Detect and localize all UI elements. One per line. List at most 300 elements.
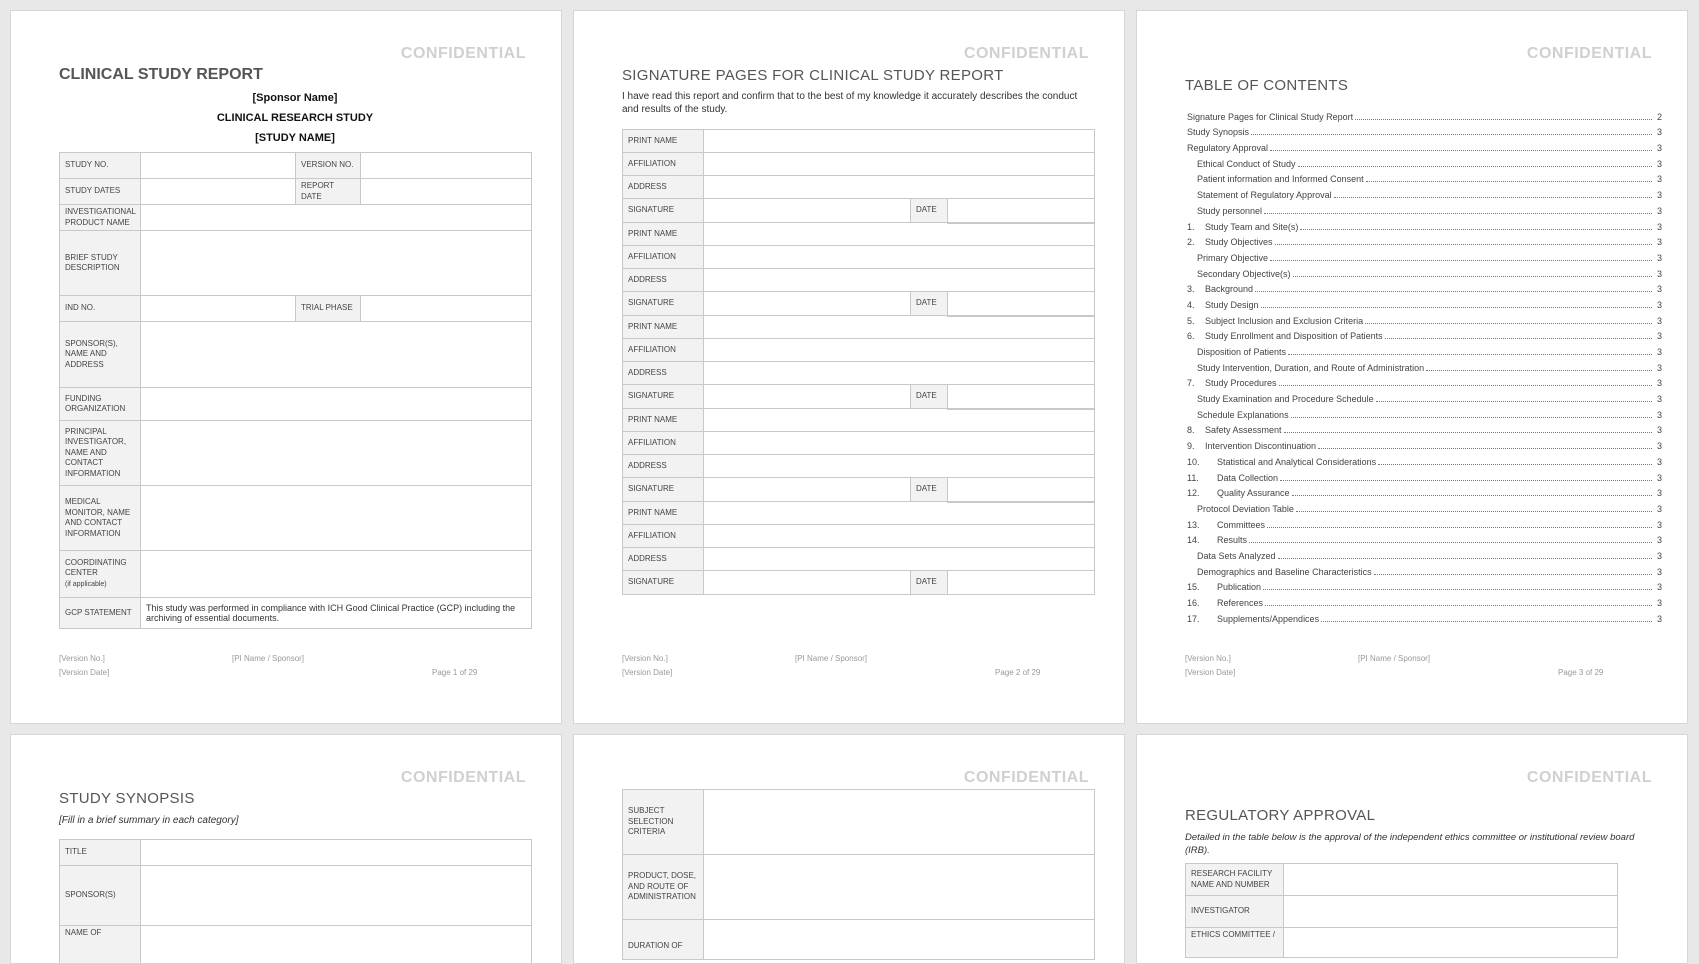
signature-row <box>623 292 1095 316</box>
label-trial-phase: TRIAL PHASE <box>296 296 361 322</box>
field-print-name[interactable] <box>704 130 1095 153</box>
toc-entry-label: Demographics and Baseline Characteristics <box>1197 567 1372 577</box>
toc-leader-dots <box>1378 464 1652 465</box>
toc-entry[interactable] <box>1187 357 1662 373</box>
toc-entry-label: Disposition of Patients <box>1197 347 1286 357</box>
field-date[interactable] <box>948 478 1095 502</box>
label-affiliation: AFFILIATION <box>623 246 704 269</box>
label-product-dose: PRODUCT, DOSE, AND ROUTE OF ADMINISTRATION <box>623 855 704 920</box>
signature-row <box>623 176 1095 199</box>
toc-entry[interactable] <box>1187 592 1662 608</box>
toc-entry-page: 3 <box>1654 614 1662 624</box>
page-title: CLINICAL STUDY REPORT <box>59 66 263 84</box>
toc-entry[interactable] <box>1187 483 1662 499</box>
field-address[interactable] <box>704 455 1095 478</box>
toc-leader-dots <box>1366 181 1652 182</box>
label-subject-selection: SUBJECT SELECTION CRITERIA <box>623 790 704 855</box>
toc-entry[interactable] <box>1187 577 1662 593</box>
field-trial-phase[interactable] <box>361 296 532 322</box>
toc-entry-page: 3 <box>1654 206 1662 216</box>
toc-entry-page: 3 <box>1654 222 1662 232</box>
field-signature[interactable] <box>704 199 911 223</box>
field-address[interactable] <box>704 362 1095 385</box>
label-study-dates: STUDY DATES <box>60 179 141 205</box>
signature-row <box>623 316 1095 339</box>
toc-entry-label: Supplements/Appendices <box>1217 614 1319 624</box>
signature-row <box>623 246 1095 269</box>
toc-entry[interactable] <box>1187 247 1662 263</box>
toc-entry-label: Signature Pages for Clinical Study Report <box>1187 112 1353 122</box>
label-signature: SIGNATURE <box>623 385 704 409</box>
coordinating-center-text: COORDINATING CENTER <box>65 558 127 578</box>
field-date[interactable] <box>948 385 1095 409</box>
toc-entry-page: 3 <box>1654 394 1662 404</box>
toc-entry-page: 3 <box>1654 347 1662 357</box>
toc-entry-page: 3 <box>1654 316 1662 326</box>
field-print-name[interactable] <box>704 316 1095 339</box>
toc-entry-page: 3 <box>1654 253 1662 263</box>
label-date: DATE <box>911 385 948 409</box>
page-6 <box>1136 734 1688 964</box>
label-affiliation: AFFILIATION <box>623 525 704 548</box>
field-date[interactable] <box>948 199 1095 223</box>
toc-entry-label: Intervention Discontinuation <box>1205 441 1316 451</box>
field-signature[interactable] <box>704 571 911 595</box>
signature-row <box>623 525 1095 548</box>
toc-leader-dots <box>1249 542 1652 543</box>
toc-entry-label: Data Sets Analyzed <box>1197 551 1276 561</box>
label-title: TITLE <box>60 840 141 866</box>
toc-entry-number: 13. <box>1187 520 1217 530</box>
signature-row <box>623 362 1095 385</box>
footer-version-no: [Version No.] <box>622 654 668 663</box>
toc-leader-dots <box>1296 511 1652 512</box>
toc-entry-number: 2. <box>1187 237 1205 247</box>
toc-entry-page: 3 <box>1654 378 1662 388</box>
field-medical-monitor[interactable] <box>141 486 532 551</box>
toc-entry-label: Ethical Conduct of Study <box>1197 159 1296 169</box>
field-funding[interactable] <box>141 388 532 421</box>
toc-entry[interactable] <box>1187 200 1662 216</box>
label-address: ADDRESS <box>623 548 704 571</box>
toc-entry[interactable] <box>1187 169 1662 185</box>
signature-intro: I have read this report and confirm that to the best of my knowledge it accurately describes the conduct and results of the study. <box>622 90 1094 116</box>
toc-leader-dots <box>1255 291 1652 292</box>
toc-leader-dots <box>1279 385 1652 386</box>
toc-entry[interactable] <box>1187 561 1662 577</box>
page-2 <box>573 10 1125 724</box>
gcp-statement-text: This study was performed in compliance with ICH Good Clinical Practice (GCP) including the archiving of essential documents. <box>141 598 532 629</box>
field-study-dates[interactable] <box>141 179 296 205</box>
table-of-contents <box>1187 106 1662 624</box>
toc-entry-page: 3 <box>1654 143 1662 153</box>
toc-leader-dots <box>1321 621 1652 622</box>
toc-leader-dots <box>1365 323 1652 324</box>
toc-entry[interactable] <box>1187 545 1662 561</box>
toc-leader-dots <box>1270 150 1652 151</box>
toc-leader-dots <box>1261 307 1652 308</box>
signature-row <box>623 385 1095 409</box>
page-4 <box>10 734 562 964</box>
page-title: REGULATORY APPROVAL <box>1185 807 1375 824</box>
toc-entry-label: Data Collection <box>1217 473 1278 483</box>
footer-version-no: [Version No.] <box>59 654 105 663</box>
field-product-dose[interactable] <box>704 855 1095 920</box>
signature-row <box>623 153 1095 176</box>
signature-row <box>623 199 1095 223</box>
field-signature[interactable] <box>704 292 911 316</box>
toc-entry[interactable] <box>1187 498 1662 514</box>
toc-entry[interactable] <box>1187 530 1662 546</box>
toc-leader-dots <box>1288 354 1652 355</box>
label-signature: SIGNATURE <box>623 292 704 316</box>
footer-pi-name: [PI Name / Sponsor] <box>232 654 304 663</box>
toc-entry-number: 7. <box>1187 378 1205 388</box>
toc-leader-dots <box>1385 338 1652 339</box>
signature-row <box>623 455 1095 478</box>
toc-entry-page: 3 <box>1654 159 1662 169</box>
label-duration-of: DURATION OF <box>623 920 704 960</box>
toc-entry-label: Subject Inclusion and Exclusion Criteria <box>1205 316 1363 326</box>
toc-entry-label: Background <box>1205 284 1253 294</box>
toc-entry[interactable] <box>1187 467 1662 483</box>
field-signature[interactable] <box>704 478 911 502</box>
confidential-watermark: CONFIDENTIAL <box>964 45 1089 63</box>
toc-entry-label: Study Intervention, Duration, and Route of Administration <box>1197 363 1424 373</box>
page-title: SIGNATURE PAGES FOR CLINICAL STUDY REPORT <box>622 67 1004 84</box>
study-info-table <box>59 152 532 629</box>
label-date: DATE <box>911 571 948 595</box>
toc-entry-label: Study personnel <box>1197 206 1262 216</box>
page-5 <box>573 734 1125 964</box>
signature-row <box>623 130 1095 153</box>
toc-leader-dots <box>1334 197 1652 198</box>
toc-entry-label: Primary Objective <box>1197 253 1268 263</box>
toc-leader-dots <box>1264 213 1652 214</box>
toc-entry-number: 12. <box>1187 488 1217 498</box>
toc-entry-page: 3 <box>1654 284 1662 294</box>
label-name-of: NAME OF <box>60 926 141 964</box>
label-sponsors: SPONSOR(S) <box>60 866 141 926</box>
toc-entry[interactable] <box>1187 341 1662 357</box>
toc-entry[interactable] <box>1187 153 1662 169</box>
label-date: DATE <box>911 478 948 502</box>
label-research-facility: RESEARCH FACILITY NAME AND NUMBER <box>1186 864 1284 896</box>
toc-entry-number: 9. <box>1187 441 1205 451</box>
field-study-no[interactable] <box>141 153 296 179</box>
label-signature: SIGNATURE <box>623 199 704 223</box>
field-ethics-committee[interactable] <box>1284 928 1618 958</box>
field-coordinating-center[interactable] <box>141 551 532 598</box>
toc-entry-label: Regulatory Approval <box>1187 143 1268 153</box>
field-affiliation[interactable] <box>704 153 1095 176</box>
signature-row <box>623 223 1095 246</box>
toc-entry-page: 3 <box>1654 331 1662 341</box>
signature-row <box>623 478 1095 502</box>
footer-page-number: Page 2 of 29 <box>995 668 1040 677</box>
toc-entry-page: 3 <box>1654 237 1662 247</box>
label-affiliation: AFFILIATION <box>623 432 704 455</box>
label-ethics-committee: ETHICS COMMITTEE / <box>1186 928 1284 958</box>
toc-entry[interactable] <box>1187 514 1662 530</box>
label-address: ADDRESS <box>623 176 704 199</box>
toc-entry-label: References <box>1217 598 1263 608</box>
page-title: TABLE OF CONTENTS <box>1185 77 1348 94</box>
synopsis-table <box>59 839 532 964</box>
label-address: ADDRESS <box>623 269 704 292</box>
toc-entry-number: 16. <box>1187 598 1217 608</box>
synopsis-table-continued <box>622 789 1095 960</box>
field-ind-no[interactable] <box>141 296 296 322</box>
toc-entry-page: 3 <box>1654 269 1662 279</box>
toc-entry[interactable] <box>1187 451 1662 467</box>
field-product-name[interactable] <box>141 205 532 231</box>
toc-entry-page: 3 <box>1654 535 1662 545</box>
field-name-of[interactable] <box>141 926 532 964</box>
toc-entry-number: 1. <box>1187 222 1205 232</box>
footer-version-no: [Version No.] <box>1185 654 1231 663</box>
footer-pi-name: [PI Name / Sponsor] <box>1358 654 1430 663</box>
toc-entry-label: Secondary Objective(s) <box>1197 269 1291 279</box>
toc-entry-page: 2 <box>1654 112 1662 122</box>
label-affiliation: AFFILIATION <box>623 339 704 362</box>
toc-entry[interactable] <box>1187 388 1662 404</box>
toc-entry-label: Study Enrollment and Disposition of Patients <box>1205 331 1383 341</box>
toc-entry-number: 6. <box>1187 331 1205 341</box>
toc-entry[interactable] <box>1187 310 1662 326</box>
field-research-facility[interactable] <box>1284 864 1618 896</box>
toc-entry-page: 3 <box>1654 127 1662 137</box>
field-report-date[interactable] <box>361 179 532 205</box>
toc-entry-label: Committees <box>1217 520 1265 530</box>
toc-entry[interactable] <box>1187 263 1662 279</box>
field-address[interactable] <box>704 548 1095 571</box>
toc-entry-page: 3 <box>1654 300 1662 310</box>
label-affiliation: AFFILIATION <box>623 153 704 176</box>
toc-leader-dots <box>1355 119 1652 120</box>
toc-entry-number: 3. <box>1187 284 1205 294</box>
toc-entry[interactable] <box>1187 184 1662 200</box>
toc-entry[interactable] <box>1187 608 1662 624</box>
toc-entry-page: 3 <box>1654 425 1662 435</box>
toc-leader-dots <box>1284 432 1652 433</box>
toc-entry-label: Quality Assurance <box>1217 488 1290 498</box>
signature-row <box>623 409 1095 432</box>
label-date: DATE <box>911 199 948 223</box>
toc-entry[interactable] <box>1187 435 1662 451</box>
label-sponsors: SPONSOR(S), NAME AND ADDRESS <box>60 322 141 388</box>
toc-entry-label: Study Team and Site(s) <box>1205 222 1298 232</box>
toc-entry-label: Statement of Regulatory Approval <box>1197 190 1332 200</box>
toc-leader-dots <box>1374 574 1652 575</box>
toc-entry-page: 3 <box>1654 504 1662 514</box>
toc-leader-dots <box>1265 605 1652 606</box>
toc-entry-page: 3 <box>1654 190 1662 200</box>
label-date: DATE <box>911 292 948 316</box>
toc-entry-page: 3 <box>1654 598 1662 608</box>
toc-leader-dots <box>1318 448 1652 449</box>
toc-entry[interactable] <box>1187 404 1662 420</box>
research-study-label: CLINICAL RESEARCH STUDY <box>59 112 531 124</box>
confidential-watermark: CONFIDENTIAL <box>401 769 526 787</box>
field-sponsors[interactable] <box>141 866 532 926</box>
label-print-name: PRINT NAME <box>623 502 704 525</box>
toc-entry-page: 3 <box>1654 582 1662 592</box>
field-affiliation[interactable] <box>704 246 1095 269</box>
signature-row <box>623 571 1095 595</box>
page-title: STUDY SYNOPSIS <box>59 790 195 807</box>
field-address[interactable] <box>704 269 1095 292</box>
field-investigator[interactable] <box>1284 896 1618 928</box>
toc-entry[interactable] <box>1187 279 1662 295</box>
toc-entry-label: Safety Assessment <box>1205 425 1282 435</box>
toc-entry-label: Protocol Deviation Table <box>1197 504 1294 514</box>
field-address[interactable] <box>704 176 1095 199</box>
label-signature: SIGNATURE <box>623 478 704 502</box>
field-print-name[interactable] <box>704 502 1095 525</box>
toc-entry[interactable] <box>1187 232 1662 248</box>
toc-entry-label: Study Design <box>1205 300 1259 310</box>
signature-row <box>623 548 1095 571</box>
field-affiliation[interactable] <box>704 432 1095 455</box>
field-principal-investigator[interactable] <box>141 421 532 486</box>
toc-leader-dots <box>1278 558 1652 559</box>
label-print-name: PRINT NAME <box>623 130 704 153</box>
field-date[interactable] <box>948 571 1095 595</box>
toc-entry-number: 11. <box>1187 473 1217 483</box>
label-ind-no: IND NO. <box>60 296 141 322</box>
toc-entry-page: 3 <box>1654 174 1662 184</box>
toc-leader-dots <box>1275 244 1652 245</box>
toc-entry[interactable] <box>1187 122 1662 138</box>
confidential-watermark: CONFIDENTIAL <box>401 45 526 63</box>
footer-version-date: [Version Date] <box>622 668 672 677</box>
toc-leader-dots <box>1300 229 1652 230</box>
toc-leader-dots <box>1263 589 1652 590</box>
toc-entry-page: 3 <box>1654 551 1662 561</box>
toc-entry[interactable] <box>1187 106 1662 122</box>
toc-entry-page: 3 <box>1654 473 1662 483</box>
footer-version-date: [Version Date] <box>1185 668 1235 677</box>
label-medical-monitor: MEDICAL MONITOR, NAME AND CONTACT INFORMATION <box>60 486 141 551</box>
toc-leader-dots <box>1267 527 1652 528</box>
page-1 <box>10 10 562 724</box>
field-duration-of[interactable] <box>704 920 1095 960</box>
toc-leader-dots <box>1298 166 1652 167</box>
toc-entry-number: 8. <box>1187 425 1205 435</box>
label-address: ADDRESS <box>623 455 704 478</box>
label-print-name: PRINT NAME <box>623 409 704 432</box>
toc-leader-dots <box>1292 495 1652 496</box>
field-version-no[interactable] <box>361 153 532 179</box>
signature-table <box>622 129 1095 595</box>
toc-entry-number: 15. <box>1187 582 1217 592</box>
label-product-name: INVESTIGATIONAL PRODUCT NAME <box>60 205 141 231</box>
toc-entry-page: 3 <box>1654 457 1662 467</box>
field-affiliation[interactable] <box>704 339 1095 362</box>
study-name: [STUDY NAME] <box>59 132 531 144</box>
regulatory-table <box>1185 863 1618 958</box>
toc-entry-label: Publication <box>1217 582 1261 592</box>
toc-entry[interactable] <box>1187 216 1662 232</box>
toc-entry-label: Results <box>1217 535 1247 545</box>
label-report-date: REPORT DATE <box>296 179 361 205</box>
toc-entry-label: Study Procedures <box>1205 378 1277 388</box>
label-gcp-statement: GCP STATEMENT <box>60 598 141 629</box>
field-sponsors[interactable] <box>141 322 532 388</box>
toc-entry-label: Study Synopsis <box>1187 127 1249 137</box>
signature-row <box>623 502 1095 525</box>
field-subject-selection[interactable] <box>704 790 1095 855</box>
toc-entry-label: Study Objectives <box>1205 237 1273 247</box>
toc-entry-number: 17. <box>1187 614 1217 624</box>
footer-version-date: [Version Date] <box>59 668 109 677</box>
toc-entry-label: Patient information and Informed Consent <box>1197 174 1364 184</box>
label-coordinating-center <box>60 551 141 598</box>
field-affiliation[interactable] <box>704 525 1095 548</box>
toc-entry-number: 4. <box>1187 300 1205 310</box>
toc-entry[interactable] <box>1187 420 1662 436</box>
page-3 <box>1136 10 1688 724</box>
toc-entry-number: 14. <box>1187 535 1217 545</box>
coordinating-center-note: (if applicable) <box>65 581 107 588</box>
label-print-name: PRINT NAME <box>623 316 704 339</box>
toc-leader-dots <box>1270 260 1652 261</box>
toc-entry-page: 3 <box>1654 410 1662 420</box>
toc-entry-label: Schedule Explanations <box>1197 410 1289 420</box>
toc-entry-page: 3 <box>1654 363 1662 373</box>
field-title[interactable] <box>141 840 532 866</box>
regulatory-intro: Detailed in the table below is the approval of the independent ethics committee or institutional review board (IRB). <box>1185 831 1655 857</box>
label-version-no: VERSION NO. <box>296 153 361 179</box>
toc-entry-label: Statistical and Analytical Considerations <box>1217 457 1376 467</box>
field-date[interactable] <box>948 292 1095 316</box>
confidential-watermark: CONFIDENTIAL <box>964 769 1089 787</box>
toc-entry[interactable] <box>1187 137 1662 153</box>
signature-row <box>623 269 1095 292</box>
toc-entry[interactable] <box>1187 326 1662 342</box>
toc-entry-page: 3 <box>1654 567 1662 577</box>
field-brief-description[interactable] <box>141 231 532 296</box>
label-investigator: INVESTIGATOR <box>1186 896 1284 928</box>
toc-leader-dots <box>1291 417 1652 418</box>
footer-pi-name: [PI Name / Sponsor] <box>795 654 867 663</box>
label-address: ADDRESS <box>623 362 704 385</box>
field-print-name[interactable] <box>704 409 1095 432</box>
toc-entry-label: Study Examination and Procedure Schedule <box>1197 394 1374 404</box>
signature-row <box>623 339 1095 362</box>
field-print-name[interactable] <box>704 223 1095 246</box>
signature-row <box>623 432 1095 455</box>
toc-leader-dots <box>1280 480 1652 481</box>
toc-entry[interactable] <box>1187 373 1662 389</box>
toc-entry[interactable] <box>1187 294 1662 310</box>
toc-entry-page: 3 <box>1654 441 1662 451</box>
toc-entry-number: 10. <box>1187 457 1217 467</box>
toc-entry-page: 3 <box>1654 520 1662 530</box>
field-signature[interactable] <box>704 385 911 409</box>
toc-leader-dots <box>1293 276 1652 277</box>
toc-leader-dots <box>1251 134 1652 135</box>
label-brief-description: BRIEF STUDY DESCRIPTION <box>60 231 141 296</box>
label-print-name: PRINT NAME <box>623 223 704 246</box>
sponsor-name: [Sponsor Name] <box>59 92 531 104</box>
label-funding: FUNDING ORGANIZATION <box>60 388 141 421</box>
toc-entry-page: 3 <box>1654 488 1662 498</box>
confidential-watermark: CONFIDENTIAL <box>1527 45 1652 63</box>
label-signature: SIGNATURE <box>623 571 704 595</box>
synopsis-intro: [Fill in a brief summary in each category] <box>59 814 239 827</box>
